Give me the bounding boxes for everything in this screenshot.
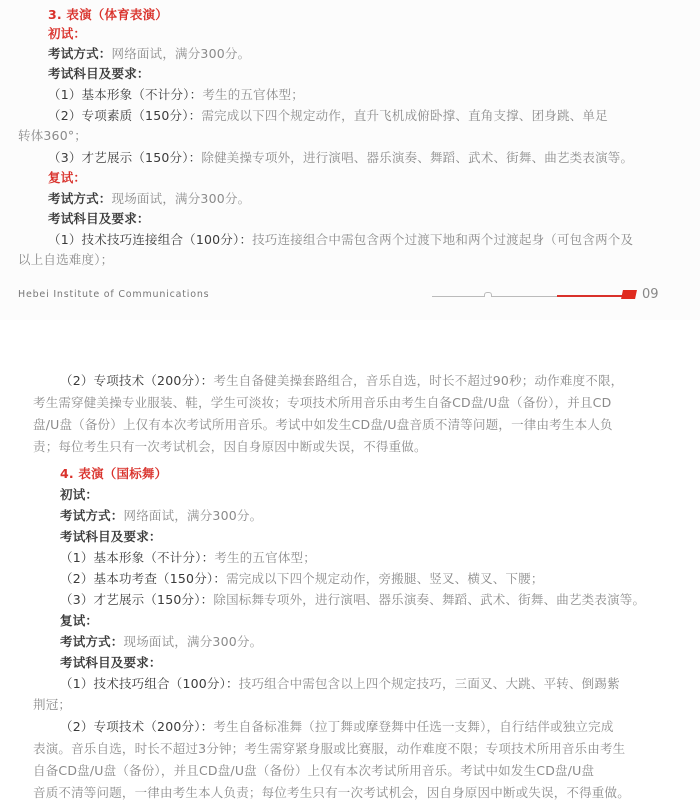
- final-subjects-label: 考试科目及要求：: [48, 211, 150, 226]
- prelim-item-1: （1）基本形象（不计分）：考生的五官体型；: [48, 87, 304, 102]
- progress-track-mid: [491, 296, 557, 297]
- final2-item-2-cont-1: 表演。音乐自选，时长不超过3分钟；考生需穿紧身服或比赛服，动作难度不限；专项技术所用音乐由考生: [33, 741, 626, 756]
- final-item-1: （1）技术技巧连接组合（100分）：技巧连接组合中需包含两个过渡下地和两个过渡起身（可包含两个及: [48, 232, 634, 247]
- progress-track-left: [432, 296, 484, 297]
- cont-item-line-2: 考生需穿健美操专业服装、鞋，学生可淡妆；专项技术所用音乐由考生自备CD盘/U盘（备份），并且CD: [33, 395, 612, 410]
- section-title-ballroom: 4. 表演（国标舞）: [60, 466, 168, 481]
- page-flag-icon: [621, 290, 637, 299]
- final-subjects-label-2: 考试科目及要求：: [60, 655, 162, 670]
- final2-item-2-cont-3: 音质不清等问题，一律由考生本人负责；每位考生只有一次考试机会，因自身原因中断或失误，不得重做。: [33, 785, 630, 800]
- progress-track-filled: [557, 295, 623, 297]
- method-label: 考试方式：: [48, 46, 112, 61]
- final-method-2: 考试方式：现场面试，满分300分。: [60, 634, 263, 649]
- document-page-09: [0, 0, 700, 320]
- prelim-method-2: 考试方式：网络面试，满分300分。: [60, 508, 263, 523]
- final2-item-2-cont-2: 自备CD盘/U盘（备份），并且CD盘/U盘（备份）上仅有本次考试所用音乐。考试中如发生CD盘/U盘: [33, 763, 595, 778]
- final-heading-2: 复试：: [60, 613, 99, 628]
- final2-item-1: （1）技术技巧组合（100分）：技巧组合中需包含以上四个规定技巧，三面叉、大跳、平转、倒踢紫: [60, 676, 620, 691]
- prelim2-item-1: （1）基本形象（不计分）：考生的五官体型；: [60, 550, 316, 565]
- prelim-item-2: （2）专项素质（150分）：需完成以下四个规定动作，直升飞机成俯卧撑、直角支撑、团身跳、单足: [48, 108, 608, 123]
- cont-item-line-3: 盘/U盘（备份）上仅有本次考试所用音乐。考试中如发生CD盘/U盘音质不清等问题，一律由考生本人负: [33, 417, 613, 432]
- document-page-10: [0, 320, 700, 800]
- final-method: 考试方式：现场面试，满分300分。: [48, 191, 251, 206]
- final-heading: 复试：: [48, 170, 87, 185]
- prelim-item-3: （3）才艺展示（150分）：除健美操专项外，进行演唱、器乐演奏、舞蹈、武术、街舞、曲艺类表演等。: [48, 150, 634, 165]
- prelim2-item-3: （3）才艺展示（150分）：除国标舞专项外，进行演唱、器乐演奏、舞蹈、武术、街舞、曲艺类表演等。: [60, 592, 646, 607]
- cont-item-line-4: 责；每位考生只有一次考试机会，因自身原因中断或失误，不得重做。: [33, 439, 427, 454]
- section-title-sports-performance: 3. 表演（体育表演）: [48, 7, 168, 22]
- institution-name: Hebei Institute of Communications: [18, 289, 210, 300]
- prelim-heading-2: 初试：: [60, 487, 99, 502]
- final2-item-1-cont: 荆冠；: [33, 697, 72, 712]
- method-value: 网络面试，满分300分。: [111, 46, 251, 61]
- final2-item-2: （2）专项技术（200分）：考生自备标准舞（拉丁舞或摩登舞中任选一支舞），自行结伴或独立完成: [60, 719, 614, 734]
- page-number: 09: [642, 287, 659, 302]
- prelim-item-2-cont: 转体360°；: [18, 128, 88, 143]
- subjects-label-2: 考试科目及要求：: [60, 529, 162, 544]
- prelim-heading: 初试：: [48, 26, 87, 41]
- cont-item-line-1: （2）专项技术（200分）：考生自备健美操套路组合，音乐自选，时长不超过90秒；动作难度不限，: [60, 373, 624, 388]
- prelim2-item-2: （2）基本功考查（150分）：需完成以下四个规定动作，旁搬腿、竖叉、横叉、下腰；: [60, 571, 544, 586]
- subjects-label: 考试科目及要求：: [48, 66, 150, 81]
- prelim-method: [48, 45, 250, 63]
- final-item-1-cont: 以上自选难度）；: [18, 252, 114, 267]
